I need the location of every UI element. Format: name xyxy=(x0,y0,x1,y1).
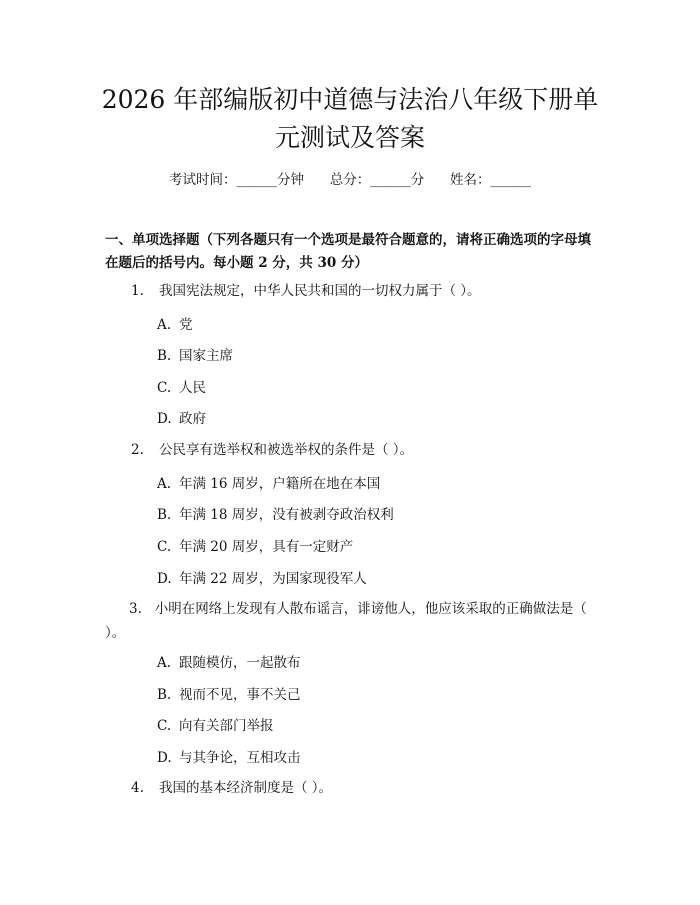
option-text: 年满 22 周岁，为国家现役军人 xyxy=(179,571,367,587)
option-label: D. xyxy=(157,411,172,427)
option-text: 视而不见，事不关己 xyxy=(179,687,301,703)
option-label: B. xyxy=(157,348,172,364)
option-1a xyxy=(157,313,193,333)
option-label: B. xyxy=(157,507,172,523)
option-label: A. xyxy=(157,476,172,492)
option-1b xyxy=(157,344,233,364)
option-3d xyxy=(157,746,301,766)
section-heading: 一、单项选择题（下列各题只有一个选项是最符合题意的，请将正确选项的字母填在题后的括号内。每小题 2 分，共 30 分） xyxy=(105,232,591,271)
option-text: 年满 18 周岁，没有被剥夺政治权利 xyxy=(179,507,394,523)
option-text: 年满 20 周岁，具有一定财产 xyxy=(179,539,354,555)
option-label: A. xyxy=(157,655,172,671)
option-text: 国家主席 xyxy=(179,348,233,364)
question-number: 2. xyxy=(131,442,144,458)
option-label: C. xyxy=(157,380,172,396)
option-1c xyxy=(157,376,206,396)
option-3b xyxy=(157,683,301,703)
question-text: 我国宪法规定，中华人民共和国的一切权力属于（ ）。 xyxy=(159,283,481,299)
option-label: D. xyxy=(157,750,172,766)
option-2d xyxy=(157,567,367,587)
option-text: 年满 16 周岁，户籍所在地在本国 xyxy=(179,476,381,492)
question-text: 小明在网络上发现有人散布谣言，诽谤他人，他应该采取的正确做法是（ ）。 xyxy=(105,601,587,641)
option-2a xyxy=(157,472,380,492)
option-text: 与其争论，互相攻击 xyxy=(179,750,301,766)
exam-title-line1: 2026 年部编版初中道德与法治八年级下册单 xyxy=(101,85,599,114)
option-text: 政府 xyxy=(179,411,206,427)
option-text: 人民 xyxy=(179,380,206,396)
question-3 xyxy=(105,597,600,645)
option-2c xyxy=(157,535,353,555)
option-2b xyxy=(157,503,394,523)
option-text: 党 xyxy=(179,317,193,333)
option-1d xyxy=(157,407,206,427)
exam-title-line2: 元测试及答案 xyxy=(274,123,425,152)
option-label: C. xyxy=(157,539,172,555)
option-text: 跟随模仿，一起散布 xyxy=(179,655,301,671)
question-text: 我国的基本经济制度是（ ）。 xyxy=(159,780,333,796)
question-1 xyxy=(131,280,481,302)
question-text: 公民享有选举权和被选举权的条件是（ ）。 xyxy=(159,442,414,458)
option-text: 向有关部门举报 xyxy=(179,718,274,734)
question-number: 4. xyxy=(131,780,144,796)
option-label: B. xyxy=(157,687,172,703)
question-2 xyxy=(131,439,413,461)
option-label: A. xyxy=(157,317,172,333)
option-3c xyxy=(157,714,274,734)
option-label: C. xyxy=(157,718,172,734)
option-label: D. xyxy=(157,571,172,587)
exam-info-line: 考试时间：______分钟 总分：______分 姓名：______ xyxy=(169,172,531,188)
option-3a xyxy=(157,651,301,671)
question-4 xyxy=(131,777,332,799)
question-number: 3. xyxy=(129,601,142,617)
question-number: 1. xyxy=(131,283,144,299)
